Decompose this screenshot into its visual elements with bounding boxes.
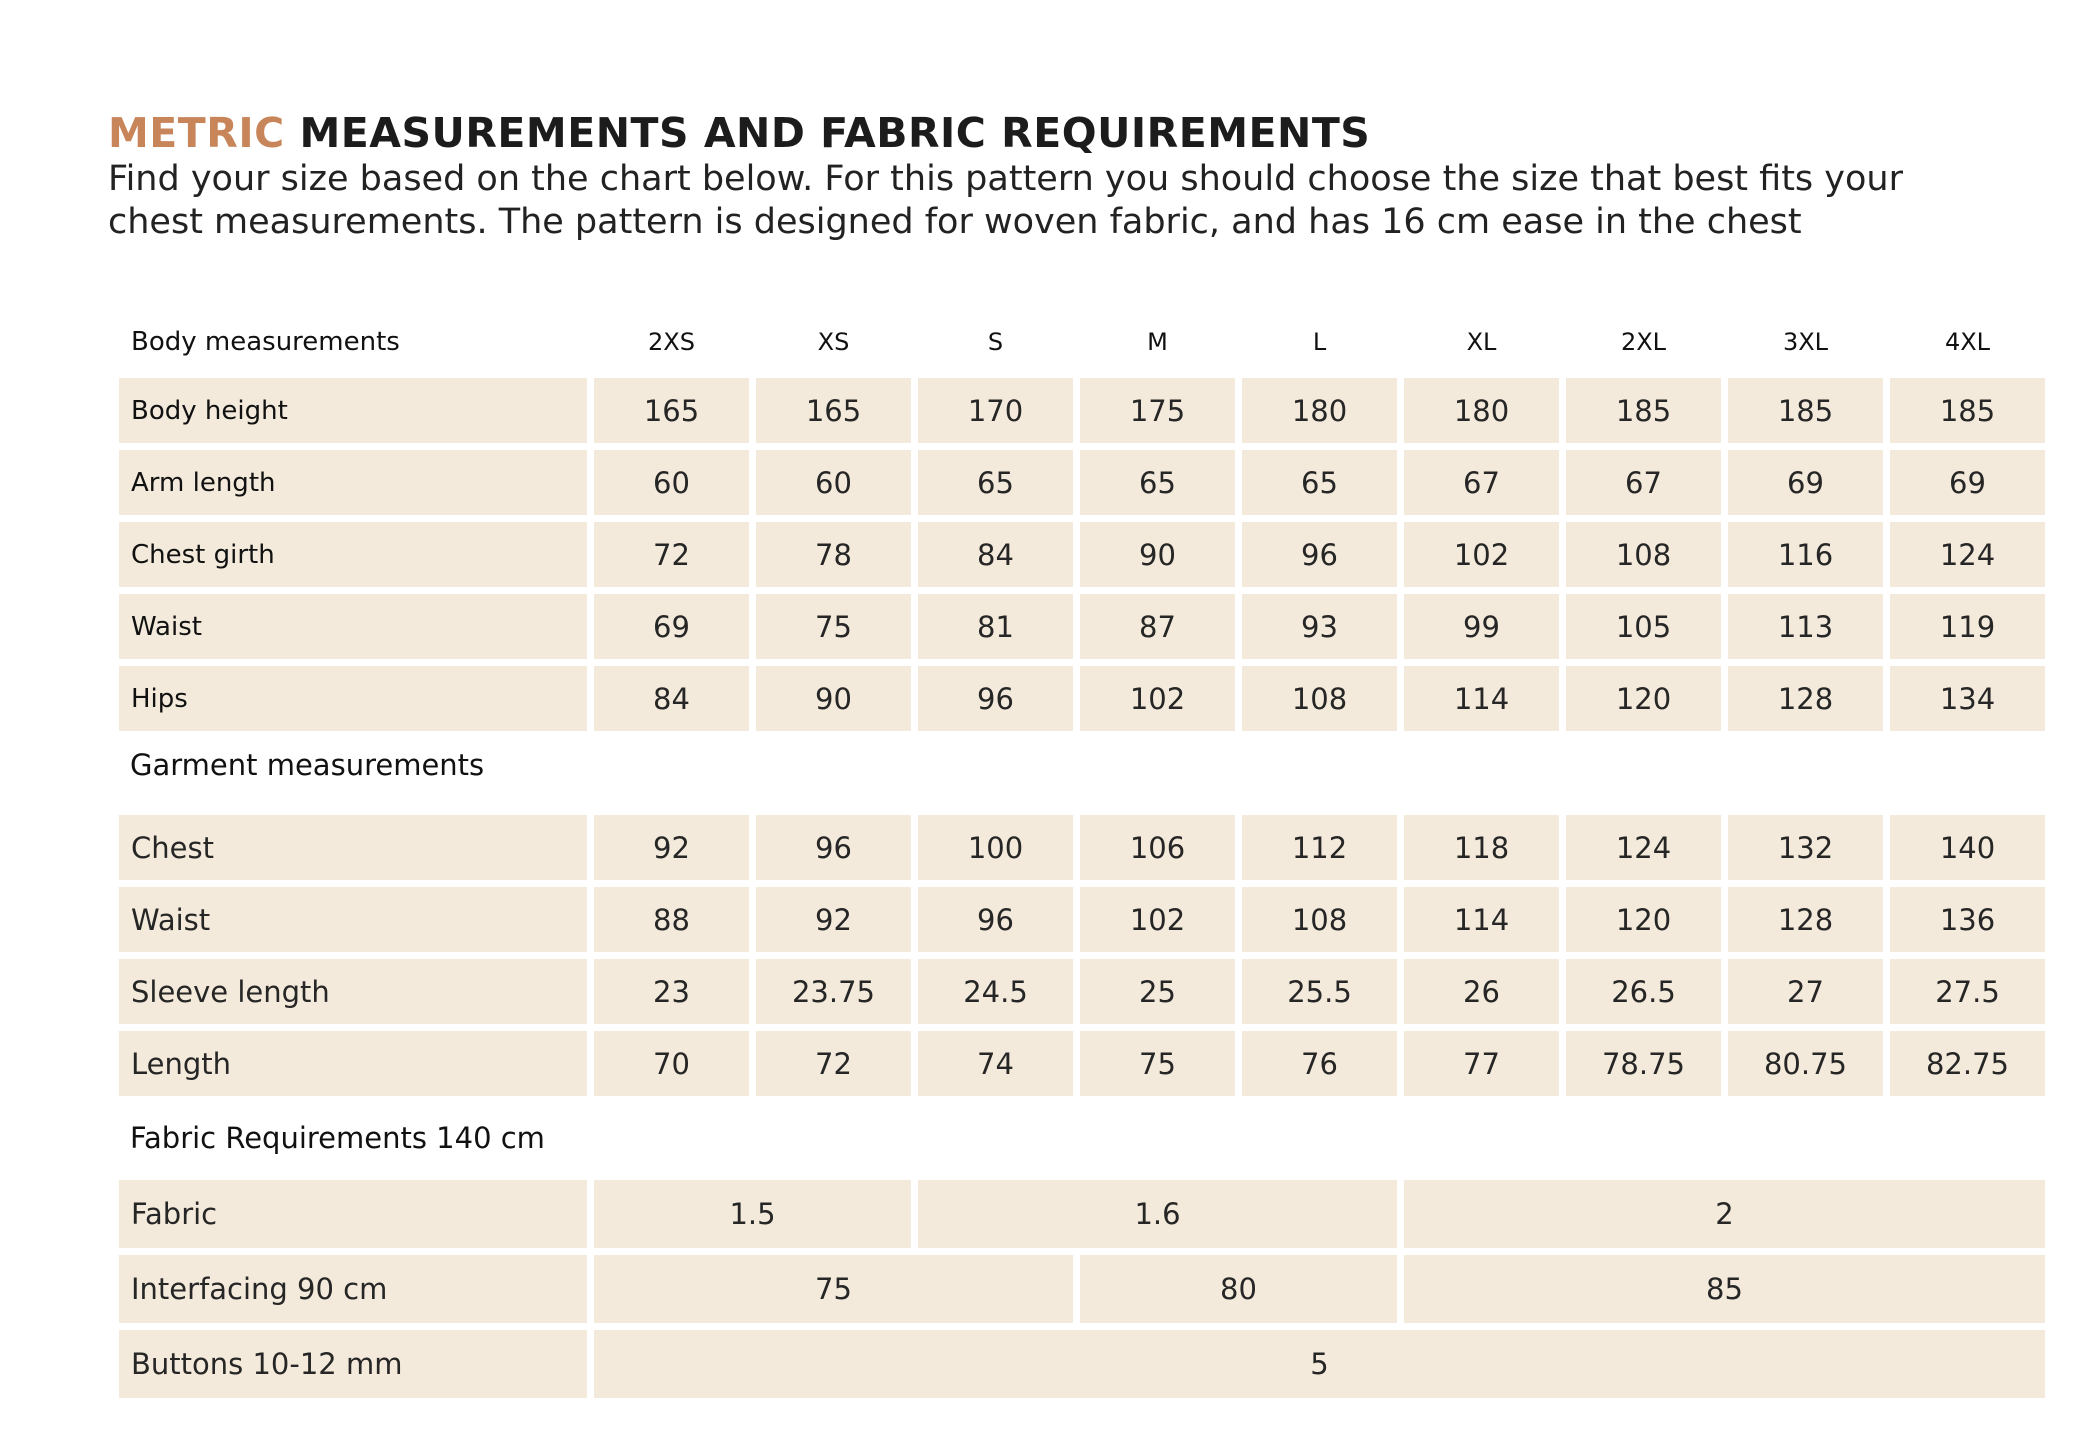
body-measurements-heading: Body measurements bbox=[131, 327, 400, 357]
measurement-cell: 180 bbox=[1404, 378, 1559, 443]
table-row bbox=[119, 594, 2045, 659]
measurement-cell: 72 bbox=[594, 522, 749, 587]
measurement-cell: 25 bbox=[1080, 959, 1235, 1024]
measurement-cell: 27 bbox=[1728, 959, 1883, 1024]
requirement-cell: 1.5 bbox=[594, 1180, 911, 1248]
measurement-cell: 175 bbox=[1080, 378, 1235, 443]
measurement-cell: 24.5 bbox=[918, 959, 1073, 1024]
measurement-cell: 118 bbox=[1404, 815, 1559, 880]
size-header-3xl: 3XL bbox=[1782, 328, 1829, 356]
measurement-cell: 75 bbox=[1080, 1031, 1235, 1096]
measurement-cell: 81 bbox=[918, 594, 1073, 659]
measurement-cell: 185 bbox=[1890, 378, 2045, 443]
requirement-cell: 1.6 bbox=[918, 1180, 1397, 1248]
measurement-cell: 120 bbox=[1566, 666, 1721, 731]
measurement-cell: 72 bbox=[756, 1031, 911, 1096]
measurement-cell: 165 bbox=[594, 378, 749, 443]
measurement-cell: 80.75 bbox=[1728, 1031, 1883, 1096]
measurement-cell: 23 bbox=[594, 959, 749, 1024]
measurement-cell: 23.75 bbox=[756, 959, 911, 1024]
body-measurements-table bbox=[112, 306, 2052, 738]
requirement-cell: 75 bbox=[594, 1255, 1073, 1323]
measurement-cell: 78.75 bbox=[1566, 1031, 1721, 1096]
measurement-cell: 102 bbox=[1080, 887, 1235, 952]
table-row bbox=[119, 522, 2045, 587]
measurement-cell: 102 bbox=[1080, 666, 1235, 731]
measurement-cell: 70 bbox=[594, 1031, 749, 1096]
measurement-cell: 102 bbox=[1404, 522, 1559, 587]
size-header-xs: XS bbox=[817, 328, 850, 356]
page-header bbox=[108, 108, 2054, 244]
garment-measurements-table bbox=[112, 808, 2052, 1103]
row-label: Fabric bbox=[119, 1180, 587, 1248]
measurement-cell: 106 bbox=[1080, 815, 1235, 880]
requirement-cell: 2 bbox=[1404, 1180, 2045, 1248]
row-label: Chest girth bbox=[119, 522, 587, 587]
table-row bbox=[119, 450, 2045, 515]
garment-section-label: Garment measurements bbox=[130, 748, 485, 782]
measurement-cell: 84 bbox=[594, 666, 749, 731]
table-row bbox=[119, 378, 2045, 443]
page-title bbox=[108, 108, 2054, 158]
fabric-requirements-table bbox=[112, 1173, 2052, 1405]
measurement-cell: 26.5 bbox=[1566, 959, 1721, 1024]
measurement-cell: 128 bbox=[1728, 887, 1883, 952]
intro-text: Find your size based on the chart below. For this pattern you should choose the size that best fits your chest measurements. The pattern is designed for woven fabric, and has 16 cm ease in the chest bbox=[108, 159, 1903, 242]
measurement-cell: 75 bbox=[756, 594, 911, 659]
fabric-section-label: Fabric Requirements 140 cm bbox=[130, 1121, 545, 1155]
measurement-cell: 124 bbox=[1566, 815, 1721, 880]
size-header-m: M bbox=[1147, 328, 1168, 356]
measurement-cell: 25.5 bbox=[1242, 959, 1397, 1024]
measurement-cell: 185 bbox=[1728, 378, 1883, 443]
measurement-cell: 99 bbox=[1404, 594, 1559, 659]
measurement-cell: 26 bbox=[1404, 959, 1559, 1024]
table-row bbox=[119, 666, 2045, 731]
measurement-cell: 93 bbox=[1242, 594, 1397, 659]
measurement-cell: 78 bbox=[756, 522, 911, 587]
measurement-cell: 96 bbox=[756, 815, 911, 880]
measurement-cell: 112 bbox=[1242, 815, 1397, 880]
size-header-s: S bbox=[987, 328, 1004, 356]
requirement-cell: 85 bbox=[1404, 1255, 2045, 1323]
measurement-cell: 114 bbox=[1404, 887, 1559, 952]
measurement-cell: 82.75 bbox=[1890, 1031, 2045, 1096]
row-label: Buttons 10-12 mm bbox=[119, 1330, 587, 1398]
measurement-cell: 120 bbox=[1566, 887, 1721, 952]
measurement-cell: 170 bbox=[918, 378, 1073, 443]
table-row bbox=[119, 815, 2045, 880]
measurement-cell: 65 bbox=[1242, 450, 1397, 515]
measurement-cell: 27.5 bbox=[1890, 959, 2045, 1024]
measurement-cell: 134 bbox=[1890, 666, 2045, 731]
table-row bbox=[119, 1031, 2045, 1096]
measurement-cell: 140 bbox=[1890, 815, 2045, 880]
measurement-cell: 74 bbox=[918, 1031, 1073, 1096]
measurement-cell: 132 bbox=[1728, 815, 1883, 880]
measurement-cell: 69 bbox=[594, 594, 749, 659]
row-label: Body height bbox=[119, 378, 587, 443]
size-header-xl: XL bbox=[1466, 328, 1497, 356]
measurement-cell: 92 bbox=[756, 887, 911, 952]
measurement-cell: 87 bbox=[1080, 594, 1235, 659]
row-label: Hips bbox=[119, 666, 587, 731]
size-header-2xs: 2XS bbox=[648, 328, 695, 356]
table-row bbox=[119, 887, 2045, 952]
measurement-cell: 96 bbox=[1242, 522, 1397, 587]
measurement-cell: 60 bbox=[594, 450, 749, 515]
requirement-cell: 5 bbox=[594, 1330, 2045, 1398]
measurement-cell: 108 bbox=[1242, 666, 1397, 731]
measurement-cell: 90 bbox=[756, 666, 911, 731]
requirement-cell: 80 bbox=[1080, 1255, 1397, 1323]
measurement-cell: 67 bbox=[1566, 450, 1721, 515]
measurement-cell: 67 bbox=[1404, 450, 1559, 515]
measurement-cell: 90 bbox=[1080, 522, 1235, 587]
measurement-cell: 96 bbox=[918, 666, 1073, 731]
measurement-cell: 165 bbox=[756, 378, 911, 443]
size-header-4xl: 4XL bbox=[1944, 328, 1991, 356]
measurement-cell: 65 bbox=[918, 450, 1073, 515]
measurement-cell: 136 bbox=[1890, 887, 2045, 952]
measurement-cell: 96 bbox=[918, 887, 1073, 952]
row-label: Interfacing 90 cm bbox=[119, 1255, 587, 1323]
measurement-cell: 77 bbox=[1404, 1031, 1559, 1096]
measurement-cell: 76 bbox=[1242, 1031, 1397, 1096]
measurement-cell: 105 bbox=[1566, 594, 1721, 659]
row-label: Waist bbox=[119, 594, 587, 659]
measurement-cell: 69 bbox=[1890, 450, 2045, 515]
measurement-cell: 92 bbox=[594, 815, 749, 880]
row-label: Length bbox=[119, 1031, 587, 1096]
measurement-cell: 114 bbox=[1404, 666, 1559, 731]
size-header-l: L bbox=[1312, 328, 1327, 356]
measurement-cell: 69 bbox=[1728, 450, 1883, 515]
measurement-cell: 185 bbox=[1566, 378, 1721, 443]
table-row bbox=[119, 959, 2045, 1024]
measurement-cell: 180 bbox=[1242, 378, 1397, 443]
measurement-cell: 108 bbox=[1242, 887, 1397, 952]
measurement-cell: 108 bbox=[1566, 522, 1721, 587]
row-label: Sleeve length bbox=[119, 959, 587, 1024]
measurement-cell: 116 bbox=[1728, 522, 1883, 587]
measurement-cell: 124 bbox=[1890, 522, 2045, 587]
title-accent: METRIC bbox=[108, 109, 285, 157]
measurement-cell: 60 bbox=[756, 450, 911, 515]
size-header-2xl: 2XL bbox=[1620, 328, 1667, 356]
size-header-row bbox=[119, 313, 2045, 371]
measurement-cell: 65 bbox=[1080, 450, 1235, 515]
measurement-cell: 100 bbox=[918, 815, 1073, 880]
table-row bbox=[119, 1330, 2045, 1398]
measurement-cell: 113 bbox=[1728, 594, 1883, 659]
measurement-cell: 128 bbox=[1728, 666, 1883, 731]
measurement-cell: 119 bbox=[1890, 594, 2045, 659]
row-label: Arm length bbox=[119, 450, 587, 515]
row-label: Waist bbox=[119, 887, 587, 952]
measurement-cell: 84 bbox=[918, 522, 1073, 587]
table-row bbox=[119, 1180, 2045, 1248]
row-label: Chest bbox=[119, 815, 587, 880]
table-row bbox=[119, 1255, 2045, 1323]
title-rest: MEASUREMENTS AND FABRIC REQUIREMENTS bbox=[299, 109, 1371, 157]
measurement-cell: 88 bbox=[594, 887, 749, 952]
